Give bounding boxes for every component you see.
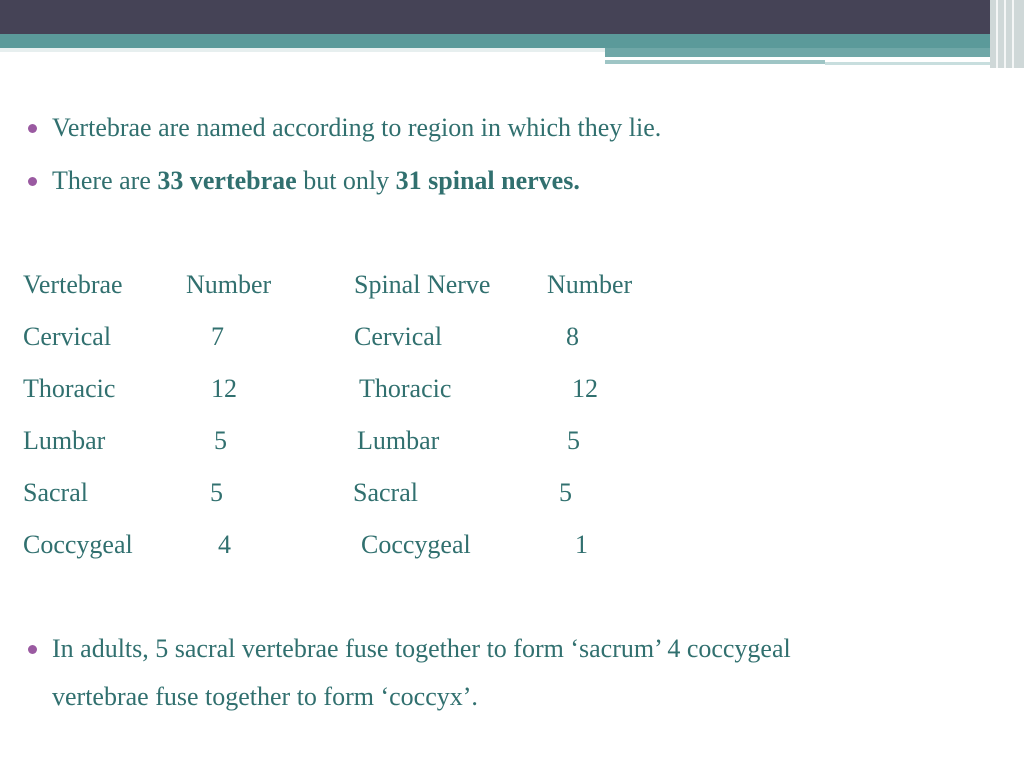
bullet-text-2-part: There are [52, 166, 158, 195]
table-cell: 12 [211, 374, 237, 403]
header-band-teal [0, 34, 1024, 48]
header-stripe [996, 0, 998, 68]
bullet-text-2 [52, 166, 580, 196]
header-stripe [1004, 0, 1006, 68]
table-cell: 5 [210, 478, 223, 507]
table-cell: Cervical [354, 322, 443, 351]
header-band-dark [0, 0, 1024, 34]
bullet-icon [28, 124, 37, 133]
header-stripe [1012, 0, 1014, 68]
header-band-fade [0, 48, 605, 52]
table-cell: Sacral [23, 478, 88, 507]
bullet-icon [28, 645, 37, 654]
table-header: Spinal Nerve [354, 270, 491, 299]
bullet-text-3-line-2: vertebrae fuse together to form ‘coccyx’. [52, 682, 478, 711]
table-cell: 5 [567, 426, 580, 455]
table-cell: 1 [575, 530, 588, 559]
table-header: Vertebrae [23, 270, 123, 299]
table-cell: 8 [566, 322, 579, 351]
table-cell: Lumbar [23, 426, 106, 455]
bullet-text-2-bold: 31 spinal nerves. [395, 166, 580, 195]
table-cell: 7 [211, 322, 224, 351]
table-cell: 12 [572, 374, 598, 403]
bullet-text-1: Vertebrae are named according to region in which they lie. [52, 113, 662, 142]
table-cell: Cervical [23, 322, 112, 351]
header-band-teal-right [605, 48, 1024, 57]
table-header: Number [186, 270, 272, 299]
header-accent-line [605, 60, 825, 64]
table-cell: Thoracic [359, 374, 452, 403]
table-cell: 5 [559, 478, 572, 507]
table-cell: 5 [214, 426, 227, 455]
table-cell: 4 [218, 530, 231, 559]
table-header: Number [547, 270, 633, 299]
table-cell: Thoracic [23, 374, 116, 403]
bullet-text-3-line-1: In adults, 5 sacral vertebrae fuse together to form ‘sacrum’ 4 coccygeal [52, 634, 791, 663]
bullet-text-2-bold: 33 vertebrae [157, 166, 297, 195]
table-cell: Coccygeal [23, 530, 133, 559]
bullet-icon [28, 177, 37, 186]
table-cell: Coccygeal [361, 530, 471, 559]
bullet-text-2-part: but only [296, 166, 396, 195]
table-cell: Lumbar [357, 426, 440, 455]
table-cell: Sacral [353, 478, 418, 507]
